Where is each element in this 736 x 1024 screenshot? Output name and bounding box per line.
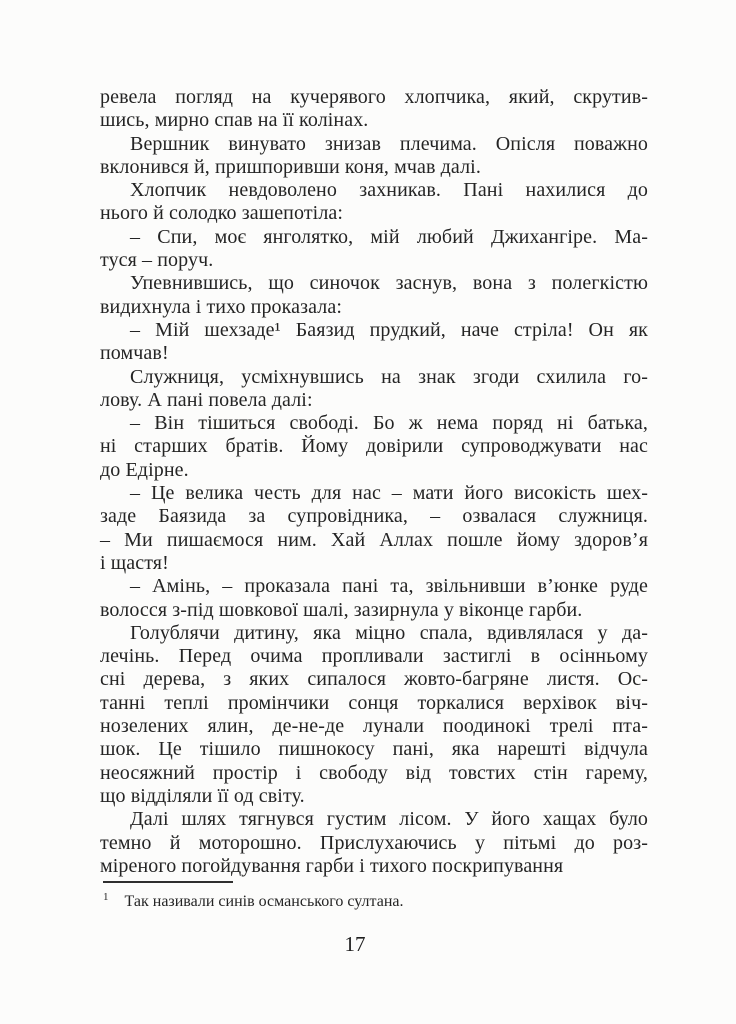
paragraph: [100, 319, 648, 366]
text-line: лечінь. Перед очима пропливали застиглі в осінньому: [100, 645, 648, 668]
text-line: Вершник винувато знизав плечима. Опісля поважно: [130, 132, 648, 155]
text-line: помчав!: [100, 342, 169, 365]
text-line: темно й моторошно. Прислухаючись у пітьмі до роз-: [100, 831, 648, 854]
text-line: – Мій шехзаде¹ Баязид прудкий, наче стріла! Он як: [130, 318, 648, 341]
paragraph: [100, 86, 648, 133]
text-line: – Це велика честь для нас – мати його високість шех-: [130, 482, 648, 505]
text-line: міреного погойдування гарби і тихого поскрипування: [100, 854, 564, 877]
text-line: заде Баязида за супровідника, – озвалася служниця.: [100, 505, 648, 528]
paragraph: [100, 482, 648, 575]
text-line: ні старших братів. Йому довірили супроводжувати нас: [100, 435, 648, 458]
paragraph: [100, 272, 648, 319]
footnote: [103, 887, 648, 912]
text-line: лову. А пані повела далі:: [100, 388, 313, 411]
text-line: Упевнившись, що синочок заснув, вона з полегкістю: [130, 272, 648, 295]
paragraph: [100, 575, 648, 622]
paragraph: [100, 808, 648, 878]
text-line: нього й солодко зашепотіла:: [100, 202, 344, 225]
text-line: волосся з-під шовкової шалі, зазирнула у віконце гарби.: [100, 598, 583, 621]
text-line: шок. Це тішило пишнокосу пані, яка нарешті відчула: [100, 738, 648, 761]
text-line: до Едірне.: [100, 458, 189, 481]
text-line: – Спи, моє янголятко, мій любий Джихангіре. Ма-: [130, 225, 648, 248]
footnote-text: Так називали синів османського султана.: [124, 893, 404, 910]
text-line: нозелених ялин, де-не-де лунали поодинокі трелі пта-: [100, 715, 648, 738]
page-number: 17: [344, 932, 366, 956]
text-line: видихнула і тихо проказала:: [100, 295, 343, 318]
text-line: сні дерева, з яких сипалося жовто-багряне листя. Ос-: [100, 668, 648, 691]
paragraph: [100, 412, 648, 482]
paragraph: [100, 226, 648, 273]
text-line: Хлопчик невдоволено захникав. Пані нахилися до: [130, 179, 648, 202]
body-text: [100, 86, 648, 878]
text-line: Далі шлях тягнувся густим лісом. У його хащах було: [130, 808, 648, 831]
text-line: Голублячи дитину, яка міцно спала, вдивлялася у да-: [130, 621, 648, 644]
paragraph: [100, 133, 648, 180]
text-line: туся – поруч.: [100, 249, 214, 272]
text-line: ревела погляд на кучерявого хлопчика, який, скрутив-: [100, 86, 648, 108]
paragraph: [100, 179, 648, 226]
paragraph: [100, 622, 648, 808]
text-line: що відділяли її од світу.: [100, 784, 305, 807]
footnote-marker: 1: [103, 891, 109, 903]
text-line: вклонився й, пришпоривши коня, мчав далі.: [100, 155, 481, 178]
text-line: – Він тішиться свободі. Бо ж нема поряд ні батька,: [130, 412, 648, 435]
text-line: неосяжний простір і свободу від товстих стін гарему,: [100, 761, 648, 784]
text-line: – Ми пишаємося ним. Хай Аллах пошле йому здоров’я: [100, 528, 648, 551]
text-line: Служниця, усміхнувшись на знак згоди схилила го-: [130, 365, 648, 388]
text-line: – Амінь, – проказала пані та, звільнивши в’юнке руде: [130, 575, 648, 598]
text-line: і щастя!: [100, 551, 169, 574]
text-line: танні теплі промінчики сонця торкалися верхівок віч-: [100, 691, 648, 714]
text-line: шись, мирно спав на її колінах.: [100, 109, 369, 132]
paragraph: [100, 366, 648, 413]
footnote-divider: [103, 881, 233, 883]
